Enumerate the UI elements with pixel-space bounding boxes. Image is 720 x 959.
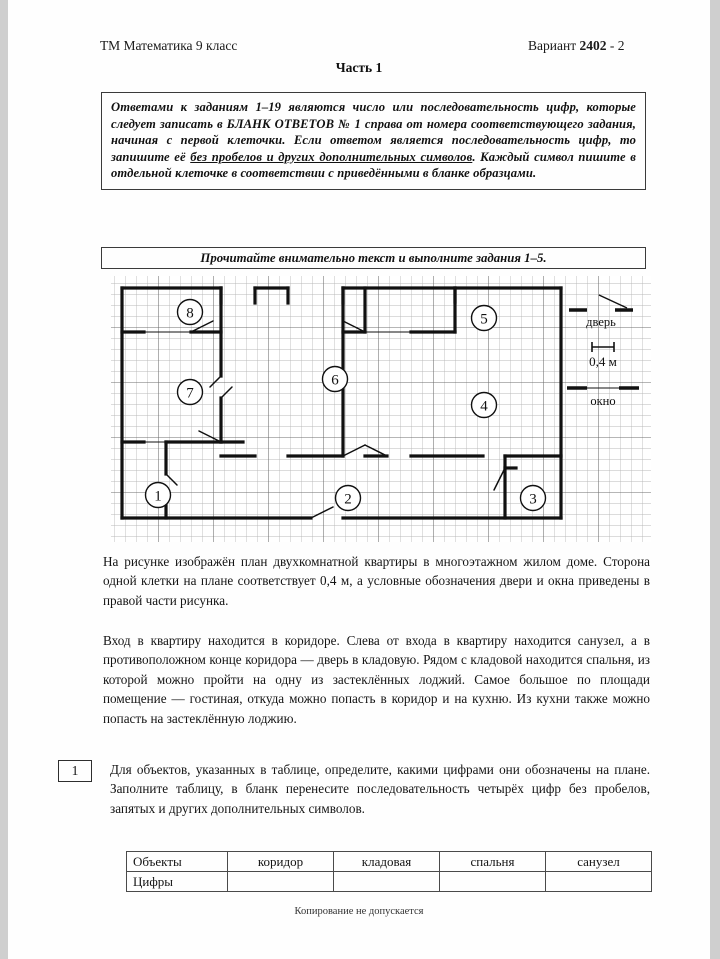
room-number-label: 2 — [344, 491, 352, 508]
room-marker — [323, 367, 348, 392]
read-carefully-bar: Прочитайте внимательно текст и выполните задания 1–5. — [101, 247, 646, 269]
digit-answer-cell[interactable] — [546, 872, 652, 892]
legend-scale-label: 0,4 м — [589, 354, 617, 369]
table-row-digits — [127, 872, 652, 892]
table-row-objects — [127, 852, 652, 872]
objects-label: Объекты — [127, 852, 228, 872]
document-sheet — [8, 0, 710, 959]
room-number-label: 1 — [154, 488, 162, 505]
room-number-label: 6 — [331, 372, 339, 389]
digit-answer-cell[interactable] — [440, 872, 546, 892]
instruction-segment-1: Ответами к заданиям 1–19 являются число или последовательность цифр, которые следует записать в БЛАНК ОТВЕТОВ № 1 справа от номера соответствующего задания, начиная с первой клеточки. Если ответом является последовательность цифр, то запишите её — [111, 100, 636, 164]
room-number-label: 4 — [480, 398, 488, 415]
digit-answer-cell[interactable] — [334, 872, 440, 892]
answer-table — [126, 851, 652, 892]
room-number-label: 5 — [480, 311, 488, 328]
room-marker — [178, 380, 203, 405]
room-marker — [472, 393, 497, 418]
instruction-paragraph — [111, 99, 636, 182]
description-paragraph-1: На рисунке изображён план двухкомнатной квартиры в многоэтажном жилом доме. Сторона одной клетки на плане соответствует 0,4 м, а условные обозначения двери и окна приведены в правой части рисунка. — [103, 554, 650, 608]
room-marker — [521, 486, 546, 511]
floor-plan-figure — [103, 272, 653, 545]
header-left: ТМ Математика 9 класс — [100, 38, 238, 53]
task-number-box: 1 — [58, 760, 92, 782]
room-marker — [146, 483, 171, 508]
instruction-underlined: без пробелов и других дополнительных символов — [190, 149, 473, 164]
variant-number: 2402 — [579, 38, 607, 53]
task-1-text: Для объектов, указанных в таблице, определите, какими цифрами они обозначены на плане. Заполните таблицу, в бланк перенесите последовательность четырёх цифр без пробелов, запятых и других дополнительных символов. — [110, 762, 650, 816]
digit-answer-cell[interactable] — [228, 872, 334, 892]
page-footer: Копирование не допускается — [294, 906, 424, 917]
legend-window-label: окно — [590, 394, 616, 408]
room-number-label: 7 — [186, 385, 194, 402]
room-marker — [336, 486, 361, 511]
object-cell: коридор — [228, 852, 334, 872]
instruction-segment-3: . Каждый символ пишите в отдельной клеточке в соответствии с приведёнными в бланке образцами. — [111, 149, 636, 181]
object-cell: кладовая — [334, 852, 440, 872]
object-cell: спальня — [440, 852, 546, 872]
variant-label: Вариант — [528, 38, 580, 53]
description-paragraph-2: Вход в квартиру находится в коридоре. Слева от входа в квартиру находится санузел, а в противоположном конце коридора — дверь в кладовую. Рядом с кладовой находится спальня, из которой можно пройти на одну из застеклённых лоджий. Самое большое по площади помещение — гостиная, откуда можно попасть в коридор и на кухню. Из кухни также можно попасть на застеклённую лоджию. — [103, 633, 650, 726]
part-title: Часть 1 — [335, 60, 383, 75]
room-marker — [178, 300, 203, 325]
room-marker — [472, 306, 497, 331]
digits-label: Цифры — [127, 872, 228, 892]
room-number-label: 8 — [186, 305, 194, 322]
variant-suffix: - 2 — [606, 38, 625, 53]
room-number-label: 3 — [529, 491, 537, 508]
instruction-box — [101, 92, 646, 190]
legend-door-label: дверь — [586, 315, 616, 329]
header-right — [528, 38, 624, 54]
object-cell: санузел — [546, 852, 652, 872]
